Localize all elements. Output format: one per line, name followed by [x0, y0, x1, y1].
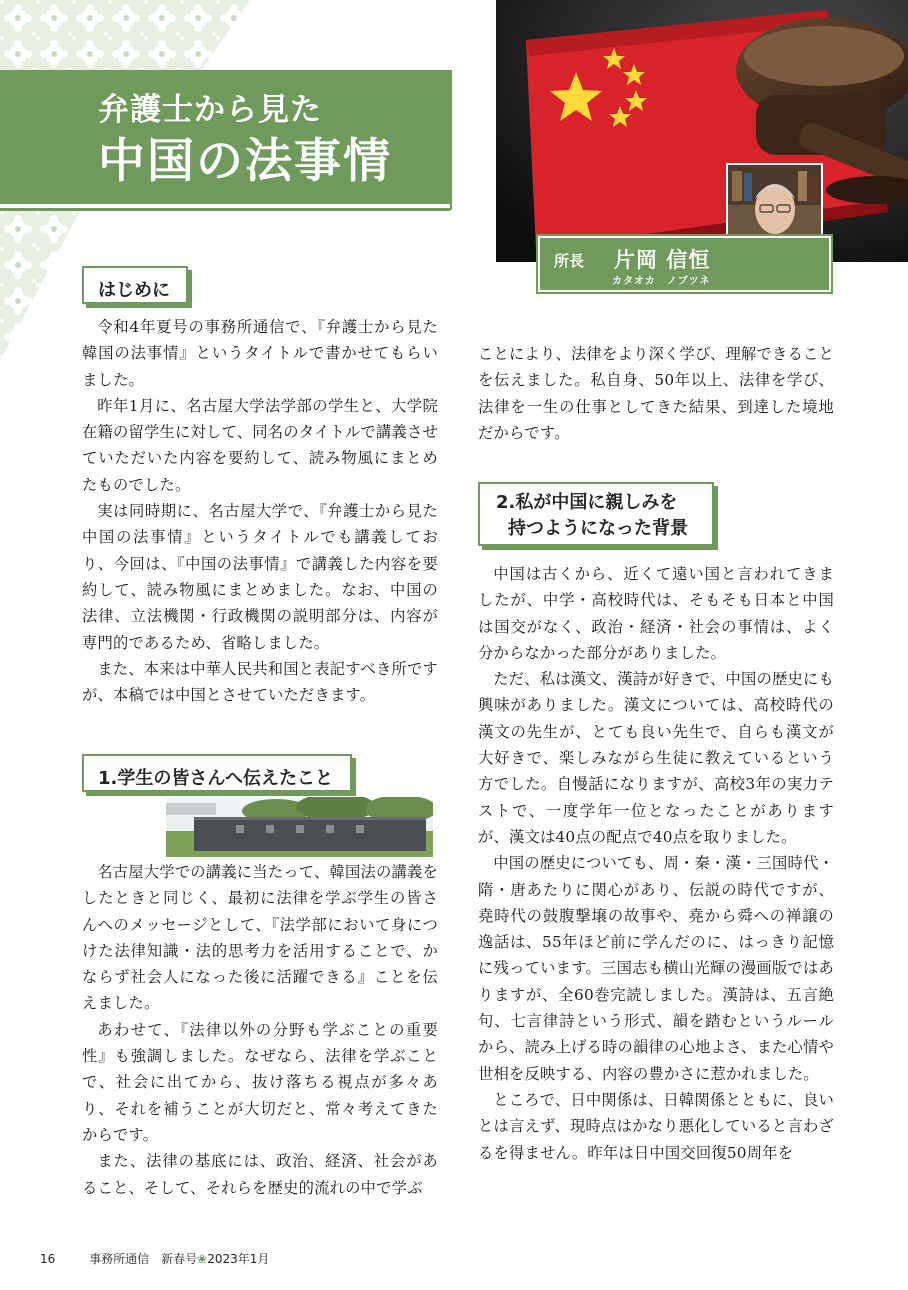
author-role: 所長 — [554, 252, 585, 270]
heading-section-1: 1.学生の皆さんへ伝えたこと — [82, 754, 352, 792]
section-1-paragraph-3-cont: ことにより、法律をより深く学び、理解できることを伝えました。私自身、50年以上、法律を学び、法律を一生の仕事としてきた結果、到達した境地だからです。 — [478, 345, 834, 442]
publication-name: 事務所通信 新春号 — [89, 1252, 198, 1266]
author-name-kana: カタオカ ノブツネ — [612, 276, 711, 287]
flower-icon: ❀ — [197, 1252, 208, 1266]
intro-paragraph-2: 昨年1月に、名古屋大学法学部の学生と、大学院在籍の留学生に対して、同名のタイトルで講義させていただいた内容を要約して、読み物風にまとめたものでした。 — [82, 396, 438, 494]
page-title: 中国の法事情 — [98, 134, 392, 189]
page-footer — [40, 1250, 269, 1267]
author-name: 片岡 信恒 — [614, 248, 711, 272]
title-rule — [0, 208, 450, 211]
section-1-body — [82, 859, 438, 1201]
hero-image-flag-gavel — [496, 0, 908, 262]
floral-pattern-left — [0, 211, 80, 361]
page-number: 16 — [40, 1252, 56, 1266]
section-2-body — [478, 561, 834, 1166]
heading-section-2-line-2: 持つようになった背景 — [508, 518, 688, 539]
section-1-paragraph-2: あわせて、『法律以外の分野も学ぶことの重要性』も強調しました。なぜなら、法律を学ぶことで、社会に出てから、抜け落ちる視点が多々あり、それを補うことが大切だと、常々考えてきたからです。 — [82, 1020, 438, 1144]
section-1-continuation — [478, 341, 834, 446]
section-2-paragraph-3: 中国の歴史についても、周・秦・漢・三国時代・隋・唐あたりに関心があり、伝説の時代ですが、堯時代の鼓腹撃壌の故事や、堯から舜への禅譲の逸話は、55年ほど前に学んだのに、はっきり記憶に残っています。三国志も横山光輝の漫画版ではありますが、全60巻完読しました。漢詩は、五言絶句、七言律詩という形式、韻を踏むというルールから、読み上げる時の韻律の心地よさ、また心情や世相を反映する、内容の豊かさに惹かれました。 — [478, 854, 834, 1083]
section-2-paragraph-1: 中国は古くから、近くて遠い国と言われてきましたが、中学・高校時代は、そもそも日本と中国は国交がなく、政治・経済・社会の事情は、よく分からなかった部分がありました。 — [478, 565, 834, 662]
intro-paragraph-4: また、本来は中華人民共和国と表記すべき所ですが、本稿では中国とさせていただきます。 — [82, 659, 438, 705]
section-2-paragraph-2: ただ、私は漢文、漢詩が好きで、中国の歴史にも興味がありました。漢文については、高校時代の漢文の先生が、とても良い先生で、自らも漢文が大好きで、楽しみながら生徒に教えているという方でした。自慢話になりますが、高校3年の実力テストで、一度学年一位となったことがありますが、漢文は40点の配点で40点を取りました。 — [478, 670, 834, 846]
campus-photo — [166, 797, 433, 857]
intro-body — [82, 314, 438, 708]
section-1-paragraph-1: 名古屋大学での講義に当たって、韓国法の講義をしたときと同じく、最初に法律を学ぶ学生の皆さんへのメッセージとして、『法学部において身につけた法律知識・法的思考力を活用することで、かならず社会人になった後に活躍できる』ことを伝えました。 — [82, 863, 438, 1013]
title-line-1: 弁護士から見た — [98, 92, 322, 128]
section-1-paragraph-3: また、法律の基底には、政治、経済、社会があること、そして、それらを歴史的流れの中で学ぶ — [82, 1152, 438, 1197]
intro-paragraph-1: 令和4年夏号の事務所通信で、『弁護士から見た韓国の法事情』というタイトルで書かせてもらいました。 — [82, 318, 438, 389]
heading-section-2-line-1: 2.私が中国に親しみを — [496, 492, 678, 513]
publication-date: 2023年1月 — [207, 1252, 270, 1266]
intro-paragraph-3: 実は同時期に、名古屋大学で、『弁護士から見た中国の法事情』というタイトルでも講義しており、今回は、『中国の法事情』で講義した内容を要約して、読み物風にまとめました。なお、中国の法律、立法機関・行政機関の説明部分は、内容が専門的であるため、省略しました。 — [82, 502, 438, 652]
section-2-paragraph-4: ところで、日中関係は、日韓関係とともに、良いとは言えず、現時点はかなり悪化していると言わざるを得ません。昨年は日中国交回復50周年を — [478, 1090, 834, 1162]
floral-pattern-top — [0, 0, 250, 72]
heading-section-2 — [478, 482, 714, 546]
heading-intro: はじめに — [82, 266, 188, 304]
